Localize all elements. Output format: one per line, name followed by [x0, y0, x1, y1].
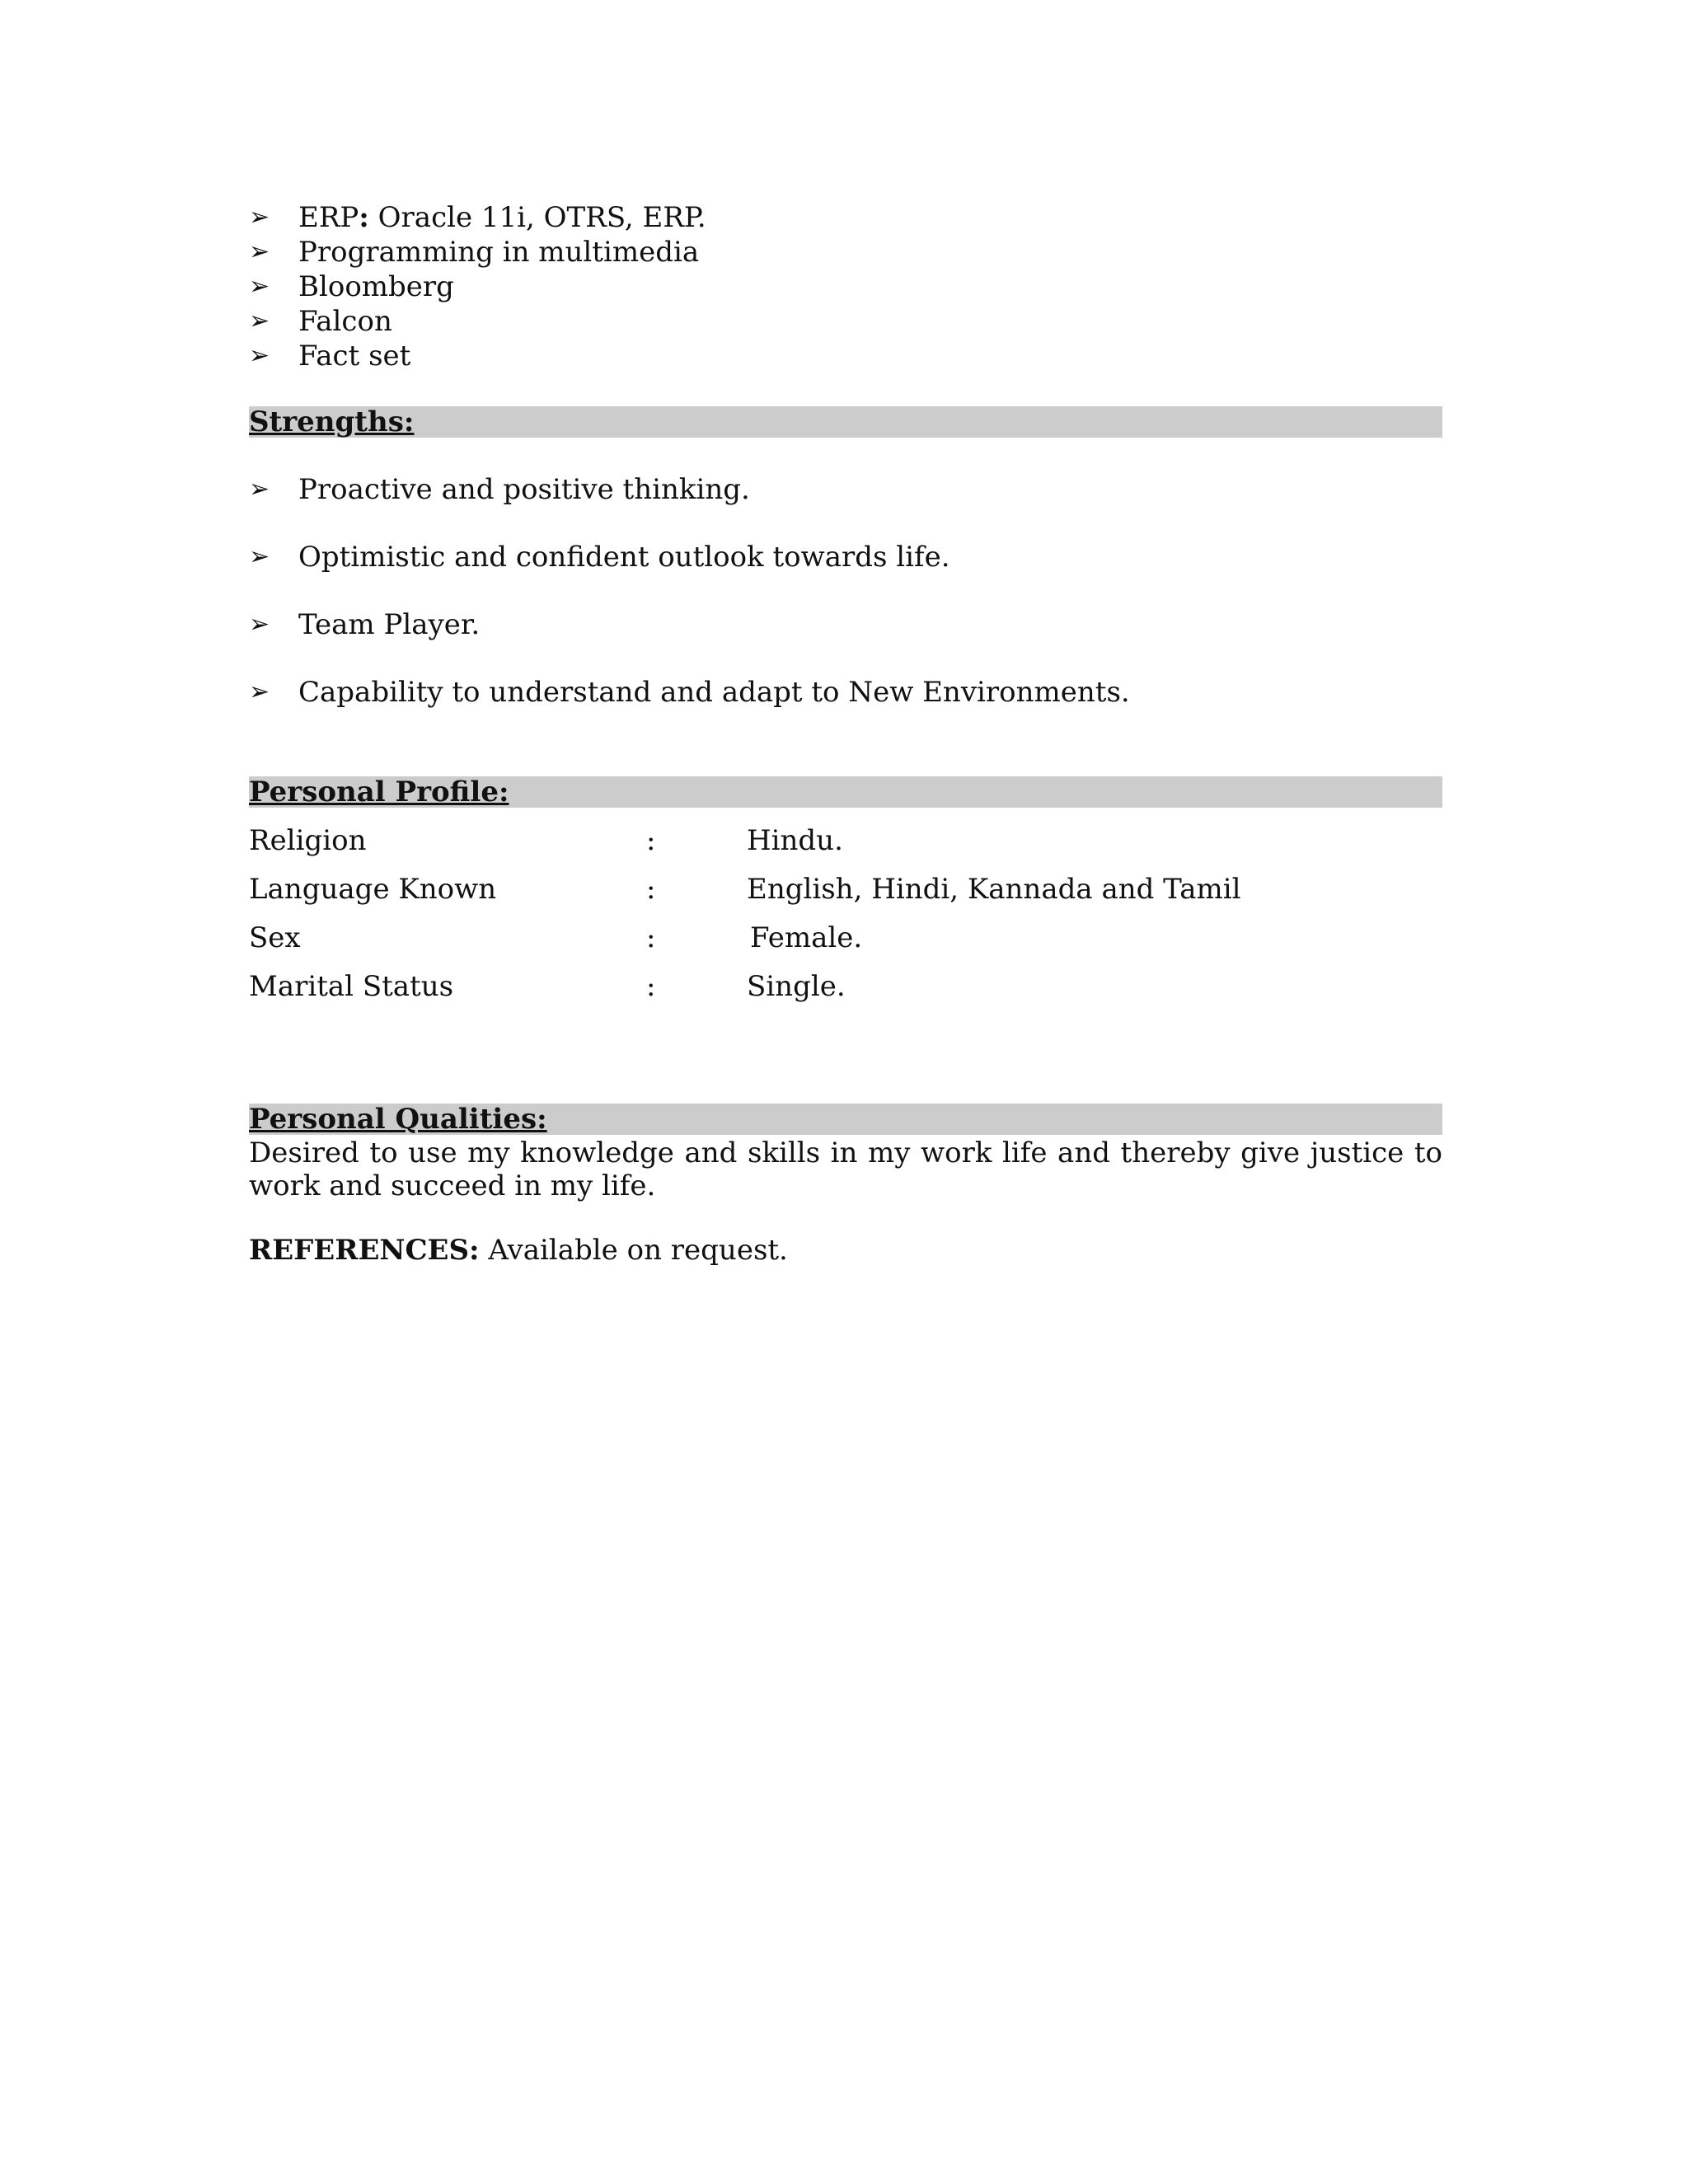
- references-label: REFERENCES:: [249, 1234, 480, 1267]
- arrow-bullet-icon: ➢: [249, 203, 270, 232]
- qualities-heading-bar: [249, 1104, 1442, 1135]
- skill-text: Bloomberg: [298, 270, 454, 303]
- arrow-bullet-icon: ➢: [249, 677, 270, 706]
- profile-colon: :: [646, 824, 656, 857]
- arrow-bullet-icon: ➢: [249, 542, 270, 571]
- arrow-bullet-icon: ➢: [249, 272, 270, 301]
- skill-text: Falcon: [298, 305, 392, 338]
- arrow-bullet-icon: ➢: [249, 307, 270, 335]
- skill-text: Programming in multimedia: [298, 236, 700, 269]
- strengths-heading-bar: [249, 406, 1442, 438]
- profile-value: Single.: [747, 970, 846, 1003]
- arrow-bullet-icon: ➢: [249, 341, 270, 370]
- profile-value: English, Hindi, Kannada and Tamil: [747, 873, 1241, 906]
- arrow-bullet-icon: ➢: [249, 475, 270, 504]
- profile-colon: :: [646, 970, 656, 1003]
- list-item: [249, 472, 1442, 507]
- strength-text: Proactive and positive thinking.: [298, 473, 750, 506]
- skills-list: [249, 200, 1442, 373]
- profile-heading: Personal Profile:: [249, 776, 509, 808]
- profile-colon: :: [646, 873, 656, 906]
- list-item: [249, 235, 1442, 269]
- skill-text: Fact set: [298, 340, 411, 373]
- list-item: [249, 339, 1442, 373]
- list-item: [249, 607, 1442, 642]
- list-item: [249, 675, 1442, 710]
- profile-label: Language Known: [249, 873, 497, 906]
- profile-label: Marital Status: [249, 970, 454, 1003]
- strengths-heading: Strengths:: [249, 405, 415, 438]
- strengths-list: [249, 472, 1442, 743]
- list-item: [249, 200, 1442, 235]
- arrow-bullet-icon: ➢: [249, 610, 270, 639]
- erp-label: ERP: [298, 201, 359, 234]
- strength-text: Team Player.: [298, 608, 481, 641]
- profile-label: Religion: [249, 824, 367, 857]
- profile-value: Hindu.: [747, 824, 843, 857]
- arrow-bullet-icon: ➢: [249, 237, 270, 266]
- erp-colon: :: [359, 201, 369, 234]
- erp-value: Oracle 11i, OTRS, ERP.: [368, 201, 706, 234]
- strength-text: Capability to understand and adapt to New Environments.: [298, 676, 1130, 709]
- strength-text: Optimistic and confident outlook towards life.: [298, 541, 950, 574]
- qualities-heading: Personal Qualities:: [249, 1103, 547, 1136]
- list-item: [249, 304, 1442, 339]
- profile-heading-bar: [249, 776, 1442, 808]
- references-value: Available on request.: [479, 1234, 788, 1267]
- references-line: [249, 1233, 788, 1268]
- profile-colon: :: [646, 921, 656, 954]
- list-item: [249, 540, 1442, 574]
- list-item: [249, 269, 1442, 304]
- profile-value: Female.: [750, 921, 863, 954]
- profile-label: Sex: [249, 921, 301, 954]
- qualities-paragraph: Desired to use my knowledge and skills in my work life and thereby give justice to work and succeed in my life.: [249, 1137, 1442, 1202]
